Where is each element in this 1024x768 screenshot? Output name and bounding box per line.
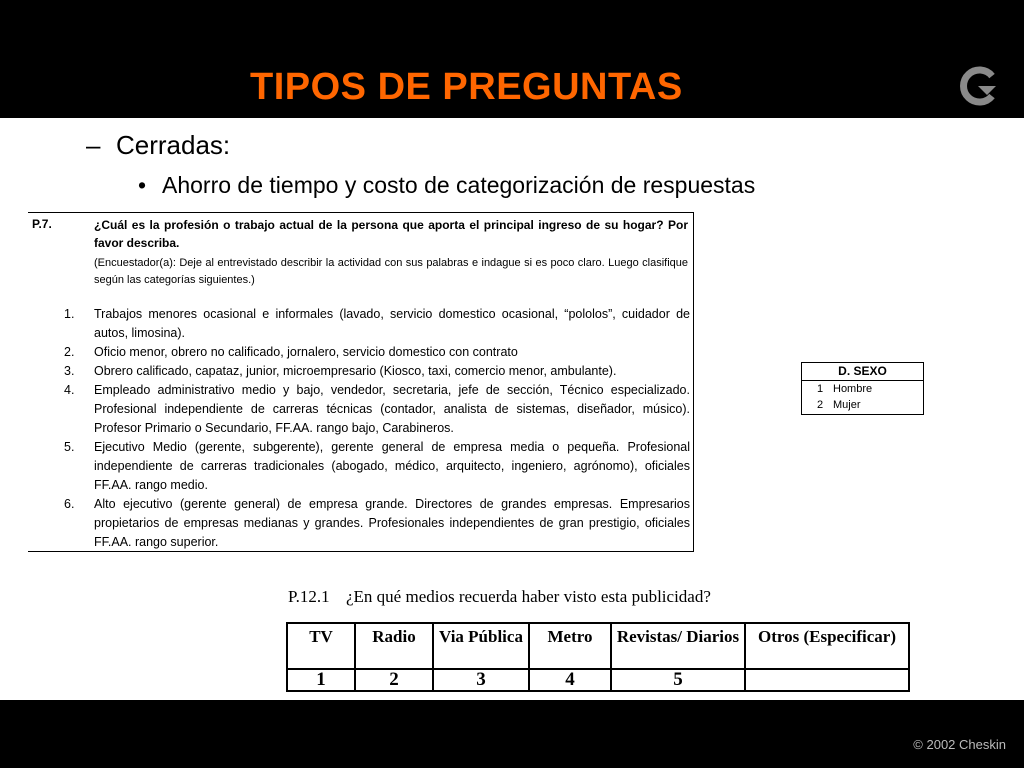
question-p12-number: P.12.1	[288, 587, 330, 606]
sex-option-label: Mujer	[833, 399, 861, 411]
sex-option-row	[802, 397, 923, 413]
media-code-cell: 5	[611, 669, 745, 691]
media-code-cell: 4	[529, 669, 611, 691]
option-number: 2.	[64, 345, 75, 359]
media-header-cell: Radio	[355, 623, 433, 669]
question-p7-box	[28, 212, 694, 552]
option-item	[28, 305, 690, 343]
option-number: 4.	[64, 383, 75, 397]
footer-bar	[0, 700, 1024, 768]
interviewer-instruction: (Encuestador(a): Deje al entrevistado describir la actividad con sus palabras e indague si es poco claro. Luego clasifique según las categorías siguientes.)	[94, 257, 688, 286]
media-code-row	[287, 669, 909, 691]
option-text: Obrero calificado, capataz, junior, microempresario (Kiosco, taxi, comercio menor, ambulante).	[94, 364, 617, 378]
option-item	[28, 343, 690, 362]
option-item	[28, 362, 690, 381]
sex-option-label: Hombre	[833, 383, 873, 395]
bullet-level2	[138, 172, 755, 199]
cheskin-logo-icon	[956, 64, 1000, 108]
bullet-dot: •	[138, 172, 147, 198]
media-code-cell: 1	[287, 669, 355, 691]
option-text: Trabajos menores ocasional e informales (lavado, servicio domestico ocasional, “pololos”, cuidador de autos, limosina).	[94, 307, 690, 340]
sex-option-code: 2	[817, 399, 824, 411]
media-header-cell: Via Pública	[433, 623, 529, 669]
media-header-cell: Metro	[529, 623, 611, 669]
sex-option-code: 1	[817, 383, 824, 395]
sex-question-header: D. SEXO	[802, 363, 923, 381]
option-number: 6.	[64, 497, 75, 511]
option-text: Empleado administrativo medio y bajo, vendedor, secretaria, jefe de sección, Técnico especializado. Profesional independiente de carreras técnicas (contador, analista de sistemas, diseñador, músico). Profesor Primario o Secundario, FF.AA. rango bajo, Carabineros.	[94, 383, 690, 435]
copyright-text: © 2002 Cheskin	[913, 737, 1006, 752]
media-header-row	[287, 623, 909, 669]
option-item	[28, 381, 690, 438]
slide-title: TIPOS DE PREGUNTAS	[250, 66, 683, 108]
question-p12-caption	[288, 587, 711, 607]
media-header-cell: Otros (Especificar)	[745, 623, 909, 669]
question-p12-text: ¿En qué medios recuerda haber visto esta publicidad?	[346, 587, 711, 606]
option-list	[28, 305, 690, 552]
bullet-level2-text: Ahorro de tiempo y costo de categorización de respuestas	[162, 172, 756, 198]
option-text: Alto ejecutivo (gerente general) de empresa grande. Directores de grandes empresas. Empresarios propietarios de empresas medianas y grandes. Profesionales independientes de gran prestigio, oficiales FF.AA. rango superior.	[94, 497, 690, 549]
media-header-cell: TV	[287, 623, 355, 669]
option-text: Oficio menor, obrero no calificado, jornalero, servicio domestico con contrato	[94, 345, 518, 359]
sex-option-row	[802, 381, 923, 397]
media-code-cell: 3	[433, 669, 529, 691]
option-item	[28, 495, 690, 552]
media-table	[286, 622, 910, 692]
option-number: 5.	[64, 440, 75, 454]
media-header-cell: Revistas/ Diarios	[611, 623, 745, 669]
option-number: 3.	[64, 364, 75, 378]
question-text: ¿Cuál es la profesión o trabajo actual de la persona que aporta el principal ingreso de su hogar? Por favor describa.	[94, 218, 688, 250]
question-number: P.7.	[32, 217, 52, 231]
bullet-level1	[86, 130, 230, 161]
option-text: Ejecutivo Medio (gerente, subgerente), gerente general de empresa media o pequeña. Profesional independiente de carreras tradicionales (abogado, médico, arquitecto, ingeniero, agrónomo), oficiales FF.AA. rango medio.	[94, 440, 690, 492]
media-code-cell: 2	[355, 669, 433, 691]
sex-question-box	[801, 362, 924, 415]
option-number: 1.	[64, 307, 75, 321]
option-item	[28, 438, 690, 495]
bullet-level1-text: Cerradas:	[116, 130, 231, 160]
dash-marker: –	[86, 130, 101, 160]
media-code-cell	[745, 669, 909, 691]
